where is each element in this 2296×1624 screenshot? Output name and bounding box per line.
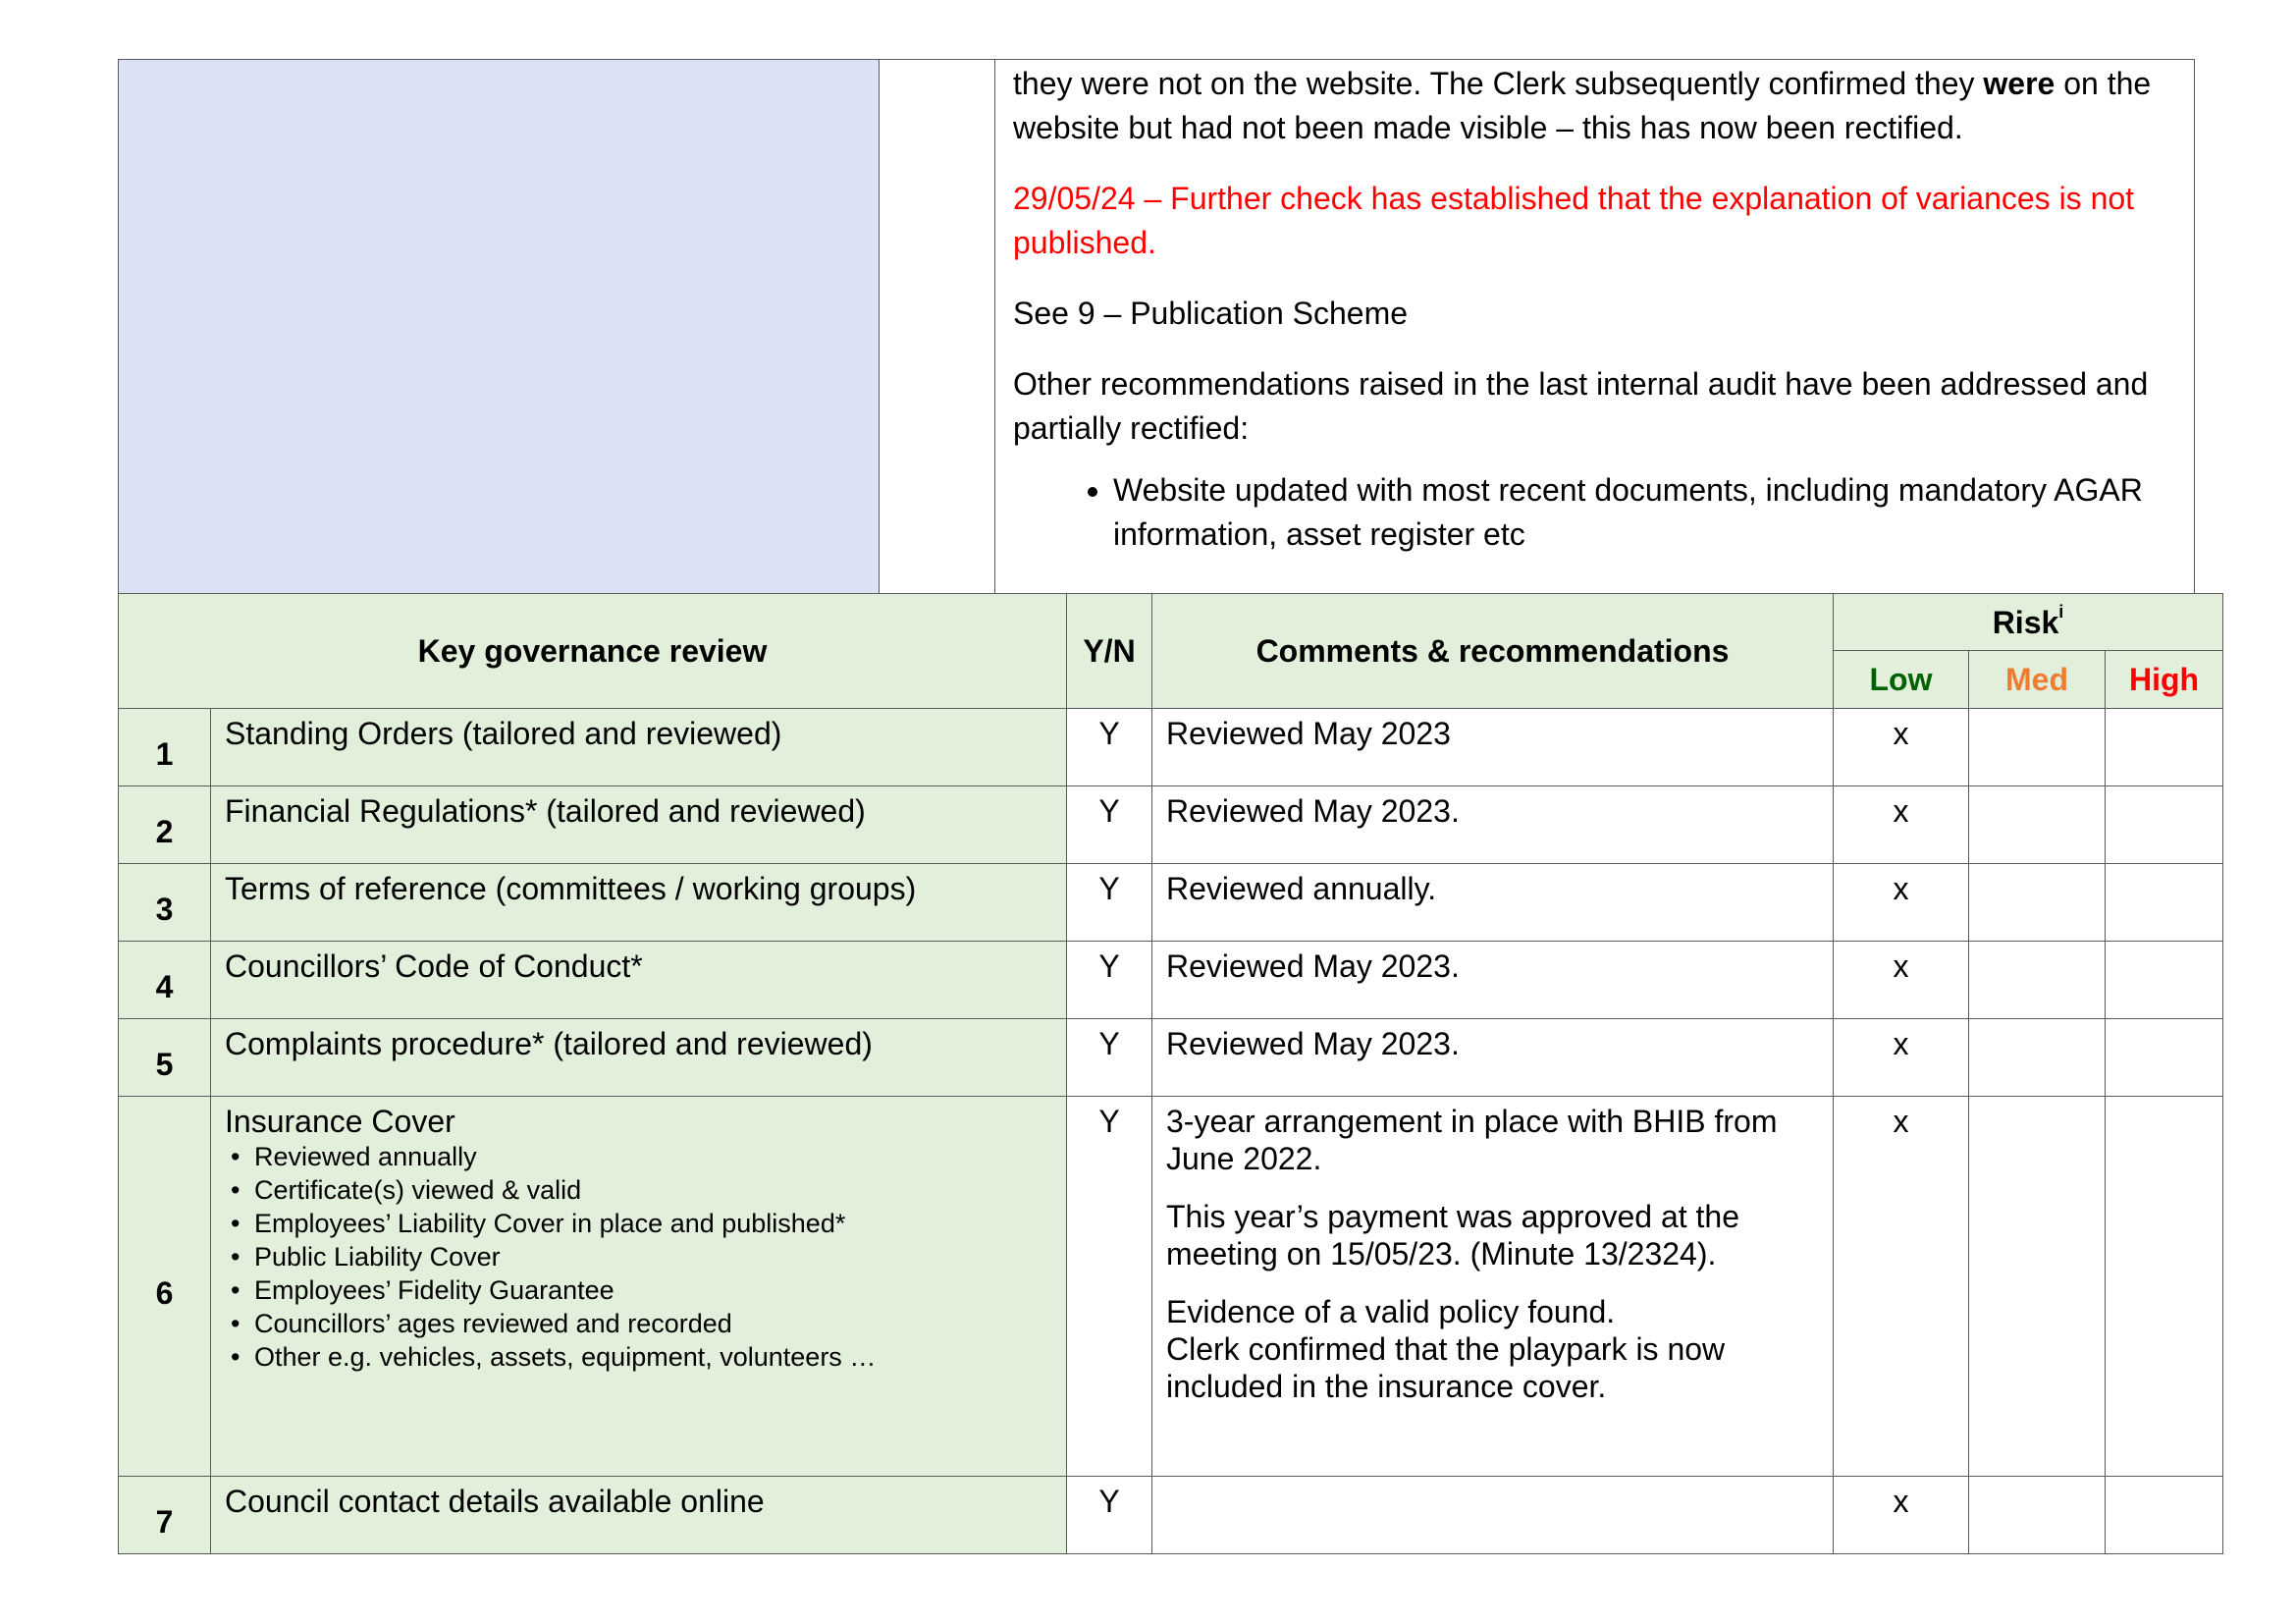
shaded-cell	[119, 60, 880, 594]
further-check-note: 29/05/24 – Further check has established that the explanation of variances is not published.	[1013, 181, 2135, 260]
comment: Reviewed May 2023	[1152, 709, 1834, 786]
risk-high-mark	[2106, 942, 2223, 1019]
comment: Reviewed May 2023.	[1152, 786, 1834, 864]
list-item: • Employees’ Fidelity Guarantee	[254, 1273, 1056, 1307]
list-item: • Other e.g. vehicles, assets, equipment, volunteers …	[254, 1340, 1056, 1374]
comment-paragraph: 3-year arrangement in place with BHIB from June 2022.	[1166, 1104, 1778, 1176]
recommendations-note: Other recommendations raised in the last internal audit have been addressed and partially rectified:	[1013, 366, 2149, 446]
row-number: 3	[119, 864, 211, 942]
row-number: 6	[119, 1097, 211, 1477]
table-row	[119, 786, 2223, 864]
risk-med-mark	[1969, 1477, 2106, 1554]
header-risk-low: Low	[1834, 651, 1969, 709]
yn-value: Y	[1067, 786, 1152, 864]
governance-review-table	[118, 593, 2223, 1554]
review-item: Standing Orders (tailored and reviewed)	[211, 709, 1067, 786]
risk-low-mark: x	[1834, 786, 1969, 864]
empty-cell	[880, 60, 995, 594]
risk-med-mark	[1969, 709, 2106, 786]
risk-high-mark	[2106, 1097, 2223, 1477]
insurance-checklist	[225, 1140, 1056, 1374]
yn-value: Y	[1067, 709, 1152, 786]
header-risk-med: Med	[1969, 651, 2106, 709]
review-item	[211, 1097, 1067, 1477]
comment-paragraph: Evidence of a valid policy found.	[1166, 1294, 1616, 1329]
row-number: 4	[119, 942, 211, 1019]
row-number: 1	[119, 709, 211, 786]
list-item: • Employees’ Liability Cover in place and published*	[254, 1207, 1056, 1240]
row-number: 5	[119, 1019, 211, 1097]
yn-value: Y	[1067, 1477, 1152, 1554]
risk-high-mark	[2106, 864, 2223, 942]
risk-low-mark: x	[1834, 1097, 1969, 1477]
list-item: • Certificate(s) viewed & valid	[254, 1173, 1056, 1207]
row-number: 2	[119, 786, 211, 864]
review-item: Council contact details available online	[211, 1477, 1067, 1554]
comment	[1152, 1477, 1834, 1554]
review-item: Councillors’ Code of Conduct*	[211, 942, 1067, 1019]
review-item: Terms of reference (committees / working groups)	[211, 864, 1067, 942]
comment	[1152, 1097, 1834, 1477]
comment: Reviewed May 2023.	[1152, 942, 1834, 1019]
yn-value: Y	[1067, 942, 1152, 1019]
table-row	[119, 1019, 2223, 1097]
upper-continuation-table	[118, 59, 2195, 594]
header-comments: Comments & recommendations	[1152, 594, 1834, 709]
risk-high-mark	[2106, 709, 2223, 786]
list-item: • Website updated with most recent documents, including mandatory AGAR information, asset register etc	[1113, 468, 2172, 557]
header-yn: Y/N	[1067, 594, 1152, 709]
continued-comments-cell	[995, 60, 2195, 594]
table-row	[119, 709, 2223, 786]
risk-med-mark	[1969, 786, 2106, 864]
yn-value: Y	[1067, 864, 1152, 942]
table-row	[119, 1097, 2223, 1477]
list-item: • Councillors’ ages reviewed and recorded	[254, 1307, 1056, 1340]
review-item: Financial Regulations* (tailored and reviewed)	[211, 786, 1067, 864]
risk-med-mark	[1969, 864, 2106, 942]
table-row	[119, 942, 2223, 1019]
comment: Reviewed May 2023.	[1152, 1019, 1834, 1097]
list-item: • Public Liability Cover	[254, 1240, 1056, 1273]
risk-med-mark	[1969, 1019, 2106, 1097]
website-note: they were not on the website. The Clerk subsequently confirmed they were on the website but had not been made visible – this has now been rectified.	[1013, 66, 2152, 145]
risk-low-mark: x	[1834, 709, 1969, 786]
review-item: Complaints procedure* (tailored and reviewed)	[211, 1019, 1067, 1097]
review-item-title: Insurance Cover	[225, 1104, 455, 1139]
header-key-governance-review: Key governance review	[119, 594, 1067, 709]
risk-med-mark	[1969, 1097, 2106, 1477]
comment: Reviewed annually.	[1152, 864, 1834, 942]
yn-value: Y	[1067, 1097, 1152, 1477]
header-risk-high: High	[2106, 651, 2223, 709]
risk-high-mark	[2106, 786, 2223, 864]
row-number: 7	[119, 1477, 211, 1554]
risk-high-mark	[2106, 1477, 2223, 1554]
risk-high-mark	[2106, 1019, 2223, 1097]
risk-low-mark: x	[1834, 1019, 1969, 1097]
risk-low-mark: x	[1834, 864, 1969, 942]
comment-paragraph: This year’s payment was approved at the meeting on 15/05/23. (Minute 13/2324).	[1166, 1199, 1740, 1272]
risk-low-mark: x	[1834, 1477, 1969, 1554]
risk-med-mark	[1969, 942, 2106, 1019]
yn-value: Y	[1067, 1019, 1152, 1097]
table-row	[119, 1477, 2223, 1554]
list-item: • Reviewed annually	[254, 1140, 1056, 1173]
publication-scheme-ref: See 9 – Publication Scheme	[1013, 296, 1409, 331]
recommendations-list	[1013, 468, 2172, 557]
risk-low-mark: x	[1834, 942, 1969, 1019]
comment-paragraph: Clerk confirmed that the playpark is now included in the insurance cover.	[1166, 1331, 1726, 1404]
header-risk: Risk$^i$	[1834, 594, 2223, 651]
table-row	[119, 864, 2223, 942]
